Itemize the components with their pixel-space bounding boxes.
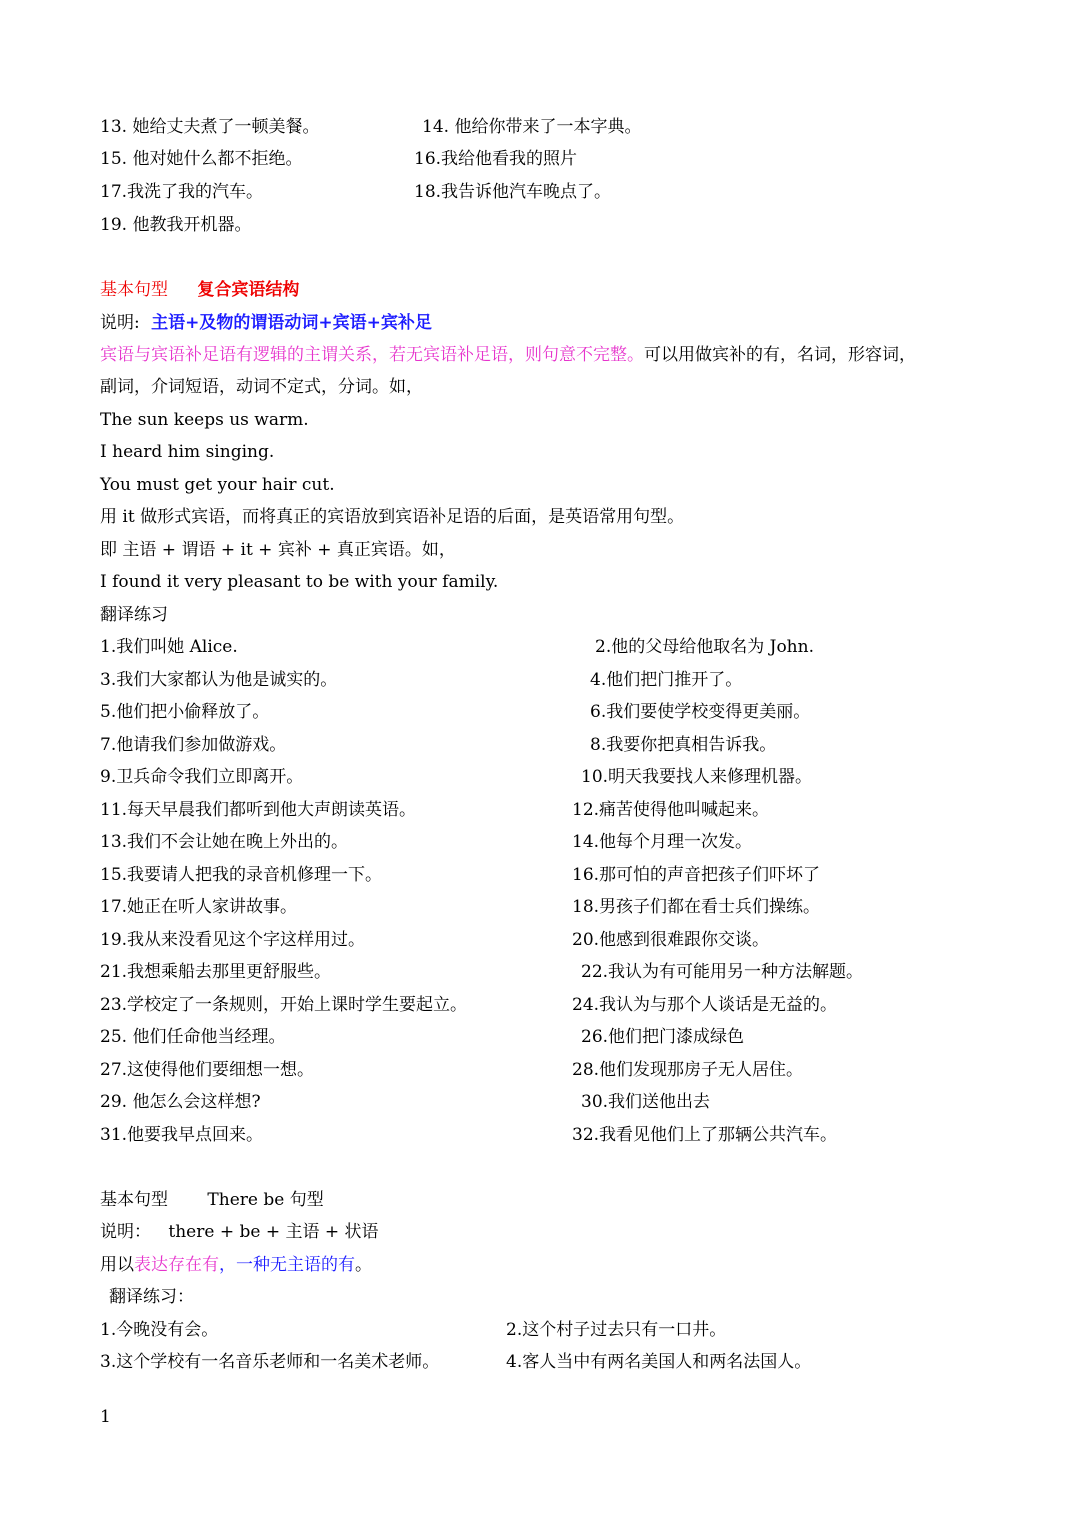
s2-ex-3: 3.我们大家都认为他是诚实的。 — [100, 670, 338, 690]
section3-usage-magenta: 表达存在有 — [134, 1255, 219, 1275]
s2-ex-28: 28.他们发现那房子无人居住。 — [572, 1060, 804, 1080]
section2-note-magenta: 宾语与宾语补足语有逻辑的主谓关系，若无宾语补足语，则句意不完整。 — [100, 345, 644, 365]
s2-ex-12: 12.痛苦使得他叫喊起来。 — [572, 800, 770, 820]
section3-usage-end: 。 — [355, 1255, 372, 1275]
section2-practice-label: 翻译练习 — [100, 605, 168, 625]
section2-it-formula: 即 主语 + 谓语 + it + 宾补 + 真正宾语。如， — [100, 540, 456, 560]
s2-ex-1: 1.我们叫她 Alice. — [100, 637, 238, 657]
section2-it-note: 用 it 做形式宾语，而将真正的宾语放到宾语补足语的后面，是英语常用句型。 — [100, 507, 685, 527]
s1-ex-16: 16.我给他看我的照片 — [414, 149, 578, 169]
s1-ex-18: 18.我告诉他汽车晚点了。 — [414, 182, 612, 202]
section2-desc-formula: 主语+及物的谓语动词+宾语+宾补足 — [151, 313, 432, 333]
s2-ex-29: 29. 他怎么会这样想? — [100, 1092, 261, 1112]
section2-title-prefix: 基本句型 — [100, 280, 168, 300]
section2-title — [100, 278, 299, 302]
s1-ex-15: 15. 他对她什么都不拒绝。 — [100, 149, 303, 169]
s2-ex-5: 5.他们把小偷释放了。 — [100, 702, 270, 722]
s2-ex-7: 7.他请我们参加做游戏。 — [100, 735, 287, 755]
s2-ex-16: 16.那可怕的声音把孩子们吓坏了 — [572, 865, 821, 885]
s2-ex-17: 17.她正在听人家讲故事。 — [100, 897, 298, 917]
section3-desc — [100, 1220, 379, 1244]
s2-ex-25: 25. 他们任命他当经理。 — [100, 1027, 286, 1047]
section2-title-main: 复合宾语结构 — [197, 280, 300, 300]
section2-note-line2: 副词，介词短语，动词不定式，分词。如， — [100, 377, 423, 397]
section3-title-main: There be 句型 — [207, 1190, 324, 1210]
section3-title-prefix: 基本句型 — [100, 1190, 168, 1210]
s2-ex-18: 18.男孩子们都在看士兵们操练。 — [572, 897, 821, 917]
section2-it-example: I found it very pleasant to be with your family. — [100, 572, 499, 592]
s2-ex-15: 15.我要请人把我的录音机修理一下。 — [100, 865, 383, 885]
s1-ex-19: 19. 他教我开机器。 — [100, 215, 252, 235]
page-number: 1 — [100, 1407, 111, 1427]
section3-practice-label: 翻译练习： — [109, 1287, 194, 1307]
s3-ex-2: 2.这个村子过去只有一口井。 — [506, 1320, 727, 1340]
section3-title — [100, 1188, 324, 1212]
section2-example-3: You must get your hair cut. — [100, 475, 335, 495]
section3-usage-prefix: 用以 — [100, 1255, 134, 1275]
section2-note — [100, 343, 916, 367]
s1-ex-17: 17.我洗了我的汽车。 — [100, 182, 264, 202]
section3-desc-label: 说明： — [100, 1222, 151, 1242]
section2-desc-label: 说明: — [100, 313, 140, 333]
s2-ex-30: 30.我们送他出去 — [581, 1092, 711, 1112]
s2-ex-26: 26.他们把门漆成绿色 — [581, 1027, 745, 1047]
s2-ex-4: 4.他们把门推开了。 — [590, 670, 743, 690]
s2-ex-2: 2.他的父母给他取名为 John. — [595, 637, 814, 657]
section2-desc — [100, 311, 432, 335]
s2-ex-27: 27.这使得他们要细想一想。 — [100, 1060, 315, 1080]
s2-ex-13: 13.我们不会让她在晚上外出的。 — [100, 832, 349, 852]
section2-note-black: 可以用做宾补的有，名词，形容词， — [644, 345, 916, 365]
s2-ex-9: 9.卫兵命令我们立即离开。 — [100, 767, 304, 787]
s2-ex-22: 22.我认为有可能用另一种方法解题。 — [581, 962, 864, 982]
section3-desc-formula: there + be + 主语 + 状语 — [168, 1222, 379, 1242]
s2-ex-19: 19.我从来没看见这个字这样用过。 — [100, 930, 366, 950]
section2-example-2: I heard him singing. — [100, 442, 275, 462]
s2-ex-21: 21.我想乘船去那里更舒服些。 — [100, 962, 332, 982]
s2-ex-20: 20.他感到很难跟你交谈。 — [572, 930, 770, 950]
s1-ex-13: 13. 她给丈夫煮了一顿美餐。 — [100, 117, 320, 137]
s2-ex-8: 8.我要你把真相告诉我。 — [590, 735, 777, 755]
section3-usage — [100, 1253, 372, 1277]
s2-ex-10: 10.明天我要找人来修理机器。 — [581, 767, 813, 787]
s3-ex-1: 1.今晚没有会。 — [100, 1320, 219, 1340]
s2-ex-6: 6.我们要使学校变得更美丽。 — [590, 702, 811, 722]
s2-ex-32: 32.我看见他们上了那辆公共汽车。 — [572, 1125, 838, 1145]
s2-ex-11: 11.每天早晨我们都听到他大声朗读英语。 — [100, 800, 417, 820]
s2-ex-14: 14.他每个月理一次发。 — [572, 832, 753, 852]
s1-ex-14: 14. 他给你带来了一本字典。 — [422, 117, 642, 137]
s2-ex-24: 24.我认为与那个人谈话是无益的。 — [572, 995, 838, 1015]
s2-ex-23: 23.学校定了一条规则，开始上课时学生要起立。 — [100, 995, 468, 1015]
s2-ex-31: 31.他要我早点回来。 — [100, 1125, 264, 1145]
section3-usage-blue: 一种无主语的有 — [236, 1255, 355, 1275]
section3-usage-comma: ， — [219, 1255, 236, 1275]
s3-ex-4: 4.客人当中有两名美国人和两名法国人。 — [506, 1352, 812, 1372]
s3-ex-3: 3.这个学校有一名音乐老师和一名美术老师。 — [100, 1352, 440, 1372]
section2-example-1: The sun keeps us warm. — [100, 410, 309, 430]
